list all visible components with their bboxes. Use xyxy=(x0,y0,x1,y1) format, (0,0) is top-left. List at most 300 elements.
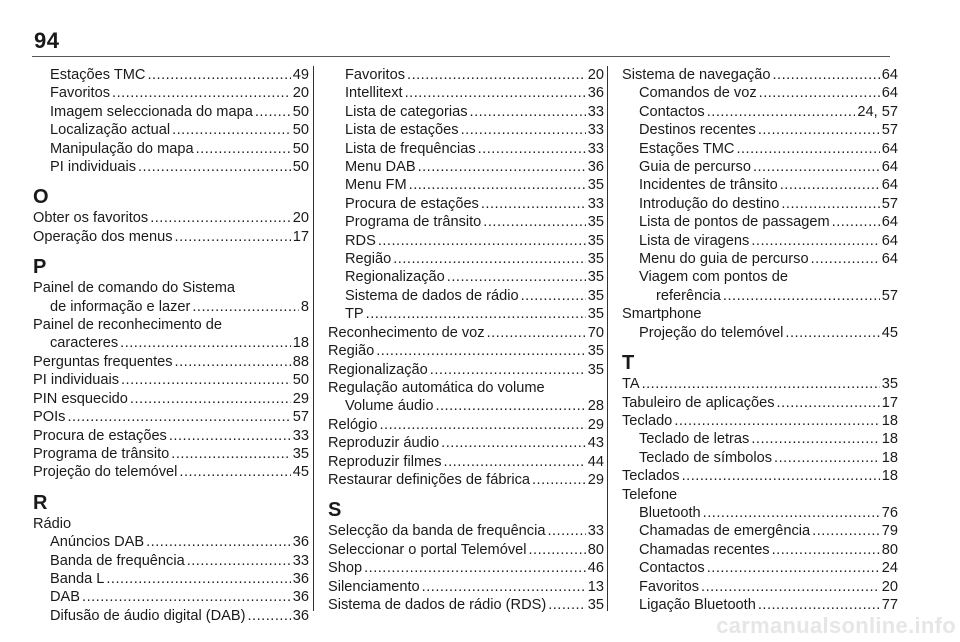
dot-leader xyxy=(723,287,880,305)
dot-leader xyxy=(777,394,880,412)
dot-leader xyxy=(444,453,586,471)
index-entry-page: 49 xyxy=(292,67,309,83)
dot-leader xyxy=(67,408,290,426)
index-entry-page: 36 xyxy=(587,159,604,176)
index-entry-label: Perguntas frequentes xyxy=(33,353,173,370)
index-entry xyxy=(328,287,604,305)
index-entry-label: Obter os favoritos xyxy=(33,210,149,227)
index-entry-page: 36 xyxy=(292,570,309,587)
dot-leader xyxy=(785,324,879,342)
index-entry xyxy=(33,140,309,158)
dot-leader xyxy=(121,371,291,389)
index-entry-page: 29 xyxy=(292,390,309,407)
index-entry-page: 64 xyxy=(881,85,898,102)
index-column-3 xyxy=(622,66,898,614)
dot-leader xyxy=(751,430,879,448)
index-entry-page: 17 xyxy=(292,228,309,245)
index-entry-label: PI individuais xyxy=(33,372,119,389)
index-entry xyxy=(622,541,898,559)
index-entry-label: RDS xyxy=(345,232,376,249)
index-entry xyxy=(33,228,309,246)
index-entry xyxy=(33,298,309,316)
index-entry-label: Reconhecimento de voz xyxy=(328,324,485,341)
index-entry-page: 43 xyxy=(587,435,604,452)
dot-leader xyxy=(707,103,856,121)
dot-leader xyxy=(106,570,290,588)
index-entry-label: Selecção da banda de frequência xyxy=(328,523,546,540)
dot-leader xyxy=(196,140,291,158)
dot-leader xyxy=(150,209,291,227)
index-entry-page: 35 xyxy=(587,596,604,613)
index-letter-heading: S xyxy=(328,499,342,522)
dot-leader xyxy=(470,103,586,121)
dot-leader xyxy=(393,250,586,268)
index-entry-label: Contactos xyxy=(639,560,705,577)
index-entry xyxy=(622,412,898,430)
index-entry-page: 35 xyxy=(587,306,604,323)
index-entry-page: 18 xyxy=(881,412,898,429)
index-entry-page: 36 xyxy=(587,85,604,102)
index-entry xyxy=(328,596,604,614)
index-entry-page: 18 xyxy=(881,468,898,485)
index-entry-label: Menu do guia de percurso xyxy=(639,251,809,268)
dot-leader xyxy=(138,158,291,176)
index-entry-label: Favoritos xyxy=(50,85,111,102)
index-entry-label: Regionalização xyxy=(328,361,428,378)
index-entry xyxy=(622,84,898,102)
index-entry-page: 80 xyxy=(587,541,604,558)
dot-leader xyxy=(753,158,880,176)
dot-leader xyxy=(481,195,586,213)
index-entry-label: Painel de comando do Sistema xyxy=(33,280,236,297)
index-entry xyxy=(622,121,898,139)
index-entry xyxy=(622,596,898,614)
dot-leader xyxy=(751,232,879,250)
index-entry-page: 18 xyxy=(881,449,898,466)
index-column-2 xyxy=(328,66,604,614)
index-entry xyxy=(328,434,604,452)
dot-leader xyxy=(169,427,291,445)
index-entry-page: 24, 57 xyxy=(857,103,898,120)
index-heading: Rádio xyxy=(33,515,72,532)
index-entry-label: de informação e lazer xyxy=(50,298,191,315)
index-entry-label: Sistema de dados de rádio xyxy=(345,287,519,304)
index-entry-page: 35 xyxy=(587,232,604,249)
index-entry-page: 50 xyxy=(292,140,309,157)
index-entry-label: TP xyxy=(345,306,364,323)
dot-leader xyxy=(832,213,880,231)
index-entry-label: Reproduzir filmes xyxy=(328,453,442,470)
index-entry-page: 35 xyxy=(587,269,604,286)
index-entry-label: Procura de estações xyxy=(345,195,479,212)
index-entry-label: Ligação Bluetooth xyxy=(639,596,756,613)
index-entry xyxy=(33,334,309,352)
index-entry-label: Regionalização xyxy=(345,269,445,286)
index-entry xyxy=(328,578,604,596)
index-entry-page: 64 xyxy=(881,232,898,249)
index-entry-page: 45 xyxy=(292,464,309,481)
dot-leader xyxy=(736,140,879,158)
index-entry-page: 36 xyxy=(292,589,309,606)
index-entry-label: Chamadas de emergência xyxy=(639,523,811,540)
index-entry xyxy=(622,559,898,577)
index-entry-label: PIN esquecido xyxy=(33,390,128,407)
index-entry-label: Imagem seleccionada do mapa xyxy=(50,103,253,120)
index-entry-page: 18 xyxy=(881,431,898,448)
dot-leader xyxy=(811,250,880,268)
index-entry-page: 76 xyxy=(881,504,898,521)
index-entry-page: 36 xyxy=(292,534,309,551)
dot-leader xyxy=(674,412,879,430)
index-letter-heading: P xyxy=(33,256,47,279)
index-entry xyxy=(622,449,898,467)
dot-leader xyxy=(175,353,291,371)
index-entry xyxy=(33,371,309,389)
index-entry-page: 29 xyxy=(587,471,604,488)
dot-leader xyxy=(147,66,290,84)
index-entry xyxy=(33,209,309,227)
index-entry-page: 64 xyxy=(881,159,898,176)
index-entry-label: Painel de reconhecimento de xyxy=(33,317,223,334)
index-entry xyxy=(622,394,898,412)
index-column-1 xyxy=(33,66,309,625)
index-entry xyxy=(328,522,604,540)
dot-leader xyxy=(461,121,586,139)
dot-leader xyxy=(255,103,291,121)
index-entry xyxy=(33,570,309,588)
index-letter-heading: R xyxy=(33,491,48,514)
index-entry-label: Incidentes de trânsito xyxy=(639,177,778,194)
dot-leader xyxy=(366,305,586,323)
index-entry xyxy=(622,522,898,540)
index-entry xyxy=(328,66,604,84)
dot-leader xyxy=(435,397,585,415)
index-entry-label: Estações TMC xyxy=(639,140,735,157)
index-entry xyxy=(328,140,604,158)
index-heading: Telefone xyxy=(622,486,678,503)
index-entry xyxy=(328,397,604,415)
index-entry-page: 57 xyxy=(881,195,898,212)
index-entry xyxy=(622,213,898,231)
dot-leader xyxy=(707,559,880,577)
index-entry-label: Favoritos xyxy=(345,67,406,83)
index-entry-page: 35 xyxy=(587,287,604,304)
index-entry-label: Região xyxy=(345,251,392,268)
index-entry-page: 28 xyxy=(587,398,604,415)
index-entry-page: 57 xyxy=(881,122,898,139)
index-entry-page: 20 xyxy=(587,67,604,83)
index-entry-page: 77 xyxy=(881,596,898,613)
dot-leader xyxy=(521,287,586,305)
index-entry xyxy=(328,213,604,231)
index-entry-page: 64 xyxy=(881,177,898,194)
index-entry-label: Comandos de voz xyxy=(639,85,757,102)
dot-leader xyxy=(407,66,586,84)
dot-leader xyxy=(682,467,880,485)
dot-leader xyxy=(447,268,586,286)
dot-leader xyxy=(478,140,586,158)
index-entry xyxy=(33,158,309,176)
header-rule xyxy=(32,56,890,57)
index-entry-page: 20 xyxy=(292,85,309,102)
index-entry xyxy=(328,453,604,471)
index-entry-label: Projeção do telemóvel xyxy=(33,464,178,481)
index-entry-label: Volume áudio xyxy=(345,398,434,415)
index-entry-label: Intellitext xyxy=(345,85,403,102)
index-entry xyxy=(328,84,604,102)
dot-leader xyxy=(172,121,291,139)
dot-leader xyxy=(703,504,880,522)
index-entry xyxy=(622,250,898,268)
dot-leader xyxy=(483,213,585,231)
index-entry-label: Projeção do telemóvel xyxy=(639,324,784,341)
index-entry xyxy=(328,268,604,286)
index-entry xyxy=(33,445,309,463)
index-entry-label: Contactos xyxy=(639,103,705,120)
dot-leader xyxy=(774,449,880,467)
dot-leader xyxy=(418,158,586,176)
index-entry-label: Difusão de áudio digital (DAB) xyxy=(50,607,246,624)
index-entry xyxy=(328,195,604,213)
index-entry-label: Guia de percurso xyxy=(639,159,751,176)
index-entry xyxy=(328,416,604,434)
index-entry xyxy=(33,121,309,139)
index-entry-label: Sistema de dados de rádio (RDS) xyxy=(328,596,547,613)
index-entry xyxy=(33,408,309,426)
index-entry xyxy=(33,84,309,102)
index-entry-label: Sistema de navegação xyxy=(622,67,771,83)
index-entry xyxy=(622,140,898,158)
index-entry-label: Lista de pontos de passagem xyxy=(639,214,830,231)
index-entry-page: 35 xyxy=(587,361,604,378)
index-entry-page: 64 xyxy=(881,214,898,231)
index-entry xyxy=(622,287,898,305)
dot-leader xyxy=(192,298,299,316)
index-entry-label: Viagem com pontos de xyxy=(639,269,789,286)
dot-leader xyxy=(248,607,291,625)
index-entry-page: 57 xyxy=(292,409,309,426)
index-entry-label: Lista de viragens xyxy=(639,232,750,249)
dot-leader xyxy=(759,84,880,102)
dot-leader xyxy=(82,588,291,606)
index-entry-label: Reproduzir áudio xyxy=(328,435,440,452)
index-entry xyxy=(622,176,898,194)
index-entry xyxy=(328,559,604,577)
index-entry xyxy=(328,324,604,342)
index-entry-page: 79 xyxy=(881,523,898,540)
index-entry xyxy=(33,390,309,408)
dot-leader xyxy=(120,334,291,352)
dot-leader xyxy=(175,228,291,246)
dot-leader xyxy=(422,578,586,596)
index-entry-page: 35 xyxy=(587,343,604,360)
index-entry-page: 17 xyxy=(881,394,898,411)
dot-leader xyxy=(780,176,880,194)
index-entry-label: Lista de frequências xyxy=(345,140,476,157)
index-entry xyxy=(622,195,898,213)
index-entry-label: Teclado de símbolos xyxy=(639,449,773,466)
index-entry-page: 33 xyxy=(587,103,604,120)
index-entry-label: Relógio xyxy=(328,416,378,433)
index-entry xyxy=(328,471,604,489)
dot-leader xyxy=(487,324,586,342)
dot-leader xyxy=(179,463,290,481)
index-entry-page: 35 xyxy=(292,445,309,462)
index-entry-page: 46 xyxy=(587,560,604,577)
index-entry xyxy=(33,66,309,84)
index-entry-page: 50 xyxy=(292,159,309,176)
dot-leader xyxy=(380,416,586,434)
index-entry-label: Menu FM xyxy=(345,177,407,194)
index-entry-page: 33 xyxy=(292,427,309,444)
index-entry-label: Restaurar definições de fábrica xyxy=(328,471,530,488)
index-heading: Smartphone xyxy=(622,306,702,323)
index-entry-page: 35 xyxy=(587,177,604,194)
index-entry-label: Bluetooth xyxy=(639,504,701,521)
index-entry xyxy=(328,305,604,323)
index-entry xyxy=(33,607,309,625)
index-entry-page: 36 xyxy=(292,607,309,624)
index-entry xyxy=(622,430,898,448)
index-entry xyxy=(328,176,604,194)
index-entry-label: Teclado xyxy=(622,412,673,429)
dot-leader xyxy=(528,541,585,559)
index-entry xyxy=(622,103,898,121)
index-letter-heading: O xyxy=(33,186,49,209)
dot-leader xyxy=(378,232,586,250)
index-entry-label: Anúncios DAB xyxy=(50,534,145,551)
dot-leader xyxy=(130,390,291,408)
index-entry-page: 50 xyxy=(292,103,309,120)
index-entry-label: Banda de frequência xyxy=(50,552,185,569)
index-entry-label: Operação dos menus xyxy=(33,228,173,245)
index-entry-label: Tabuleiro de aplicações xyxy=(622,394,775,411)
index-entry xyxy=(622,232,898,250)
index-entry xyxy=(622,578,898,596)
index-entry xyxy=(328,121,604,139)
index-entry-page: 35 xyxy=(587,251,604,268)
index-entry-page: 45 xyxy=(881,324,898,341)
dot-leader xyxy=(642,375,880,393)
index-entry-label: Menu DAB xyxy=(345,159,416,176)
dot-leader xyxy=(772,541,880,559)
index-entry-label: Seleccionar o portal Telemóvel xyxy=(328,541,527,558)
index-entry-page: 33 xyxy=(587,523,604,540)
index-entry xyxy=(33,588,309,606)
index-entry-label: Localização actual xyxy=(50,122,171,139)
index-entry-label: Regulação automática do volume xyxy=(328,379,545,396)
dot-leader xyxy=(701,578,880,596)
index-entry xyxy=(328,158,604,176)
index-entry-label: Lista de estações xyxy=(345,122,459,139)
dot-leader xyxy=(548,596,586,614)
index-entry xyxy=(622,66,898,84)
index-entry-page: 88 xyxy=(292,353,309,370)
index-entry-label: POIs xyxy=(33,409,66,426)
index-entry-label: referência xyxy=(656,287,721,304)
index-entry xyxy=(33,103,309,121)
dot-leader xyxy=(146,533,291,551)
index-entry-label: Manipulação do mapa xyxy=(50,140,194,157)
index-entry-page: 50 xyxy=(292,372,309,389)
index-entry xyxy=(328,361,604,379)
index-entry-page: 24 xyxy=(881,560,898,577)
index-entry-page: 64 xyxy=(881,251,898,268)
index-entry-page: 8 xyxy=(300,298,309,315)
dot-leader xyxy=(430,361,586,379)
index-letter-heading: T xyxy=(622,352,635,375)
index-entry-label: Chamadas recentes xyxy=(639,541,770,558)
index-entry xyxy=(622,504,898,522)
index-entry-label: caracteres xyxy=(50,335,119,352)
index-entry-page: 33 xyxy=(587,140,604,157)
index-entry xyxy=(33,353,309,371)
index-entry-label: Programa de trânsito xyxy=(33,445,170,462)
watermark: carmanualsonline.info xyxy=(716,613,956,638)
index-entry xyxy=(33,552,309,570)
index-entry-page: 33 xyxy=(587,195,604,212)
index-entry-page: 50 xyxy=(292,122,309,139)
dot-leader xyxy=(409,176,586,194)
dot-leader xyxy=(812,522,880,540)
index-entry-page: 44 xyxy=(587,453,604,470)
index-entry-page: 35 xyxy=(881,376,898,393)
index-entry xyxy=(328,250,604,268)
index-entry-label: Programa de trânsito xyxy=(345,214,482,231)
dot-leader xyxy=(376,342,586,360)
index-entry xyxy=(622,375,898,393)
index-entry-page: 13 xyxy=(587,578,604,595)
index-entry xyxy=(622,158,898,176)
dot-leader xyxy=(364,559,586,577)
index-entry-label: DAB xyxy=(50,589,81,606)
index-entry-page: 70 xyxy=(587,324,604,341)
column-divider xyxy=(313,66,314,611)
index-entry xyxy=(33,427,309,445)
dot-leader xyxy=(112,84,291,102)
dot-leader xyxy=(405,84,586,102)
index-entry-label: TA xyxy=(622,376,640,393)
index-entry-page: 20 xyxy=(292,210,309,227)
dot-leader xyxy=(781,195,879,213)
dot-leader xyxy=(187,552,291,570)
index-entry-label: Banda L xyxy=(50,570,105,587)
index-entry xyxy=(328,232,604,250)
index-entry-page: 35 xyxy=(587,214,604,231)
index-entry-label: Lista de categorias xyxy=(345,103,468,120)
index-entry-label: Destinos recentes xyxy=(639,122,756,139)
dot-leader xyxy=(441,434,586,452)
index-entry-label: Favoritos xyxy=(639,578,700,595)
dot-leader xyxy=(772,66,879,84)
index-entry-page: 64 xyxy=(881,67,898,83)
index-entry xyxy=(33,463,309,481)
index-entry-page: 20 xyxy=(881,578,898,595)
index-entry-label: Introdução do destino xyxy=(639,195,780,212)
index-entry-label: Procura de estações xyxy=(33,427,167,444)
dot-leader xyxy=(547,522,585,540)
index-entry-page: 64 xyxy=(881,140,898,157)
dot-leader xyxy=(171,445,290,463)
index-entry-page: 18 xyxy=(292,335,309,352)
page-number: 94 xyxy=(34,28,60,53)
index-entry-label: Estações TMC xyxy=(50,67,146,83)
index-entry-label: Região xyxy=(328,343,375,360)
index-entry xyxy=(622,467,898,485)
index-entry-page: 33 xyxy=(292,552,309,569)
index-entry xyxy=(622,324,898,342)
index-entry-page: 33 xyxy=(587,122,604,139)
